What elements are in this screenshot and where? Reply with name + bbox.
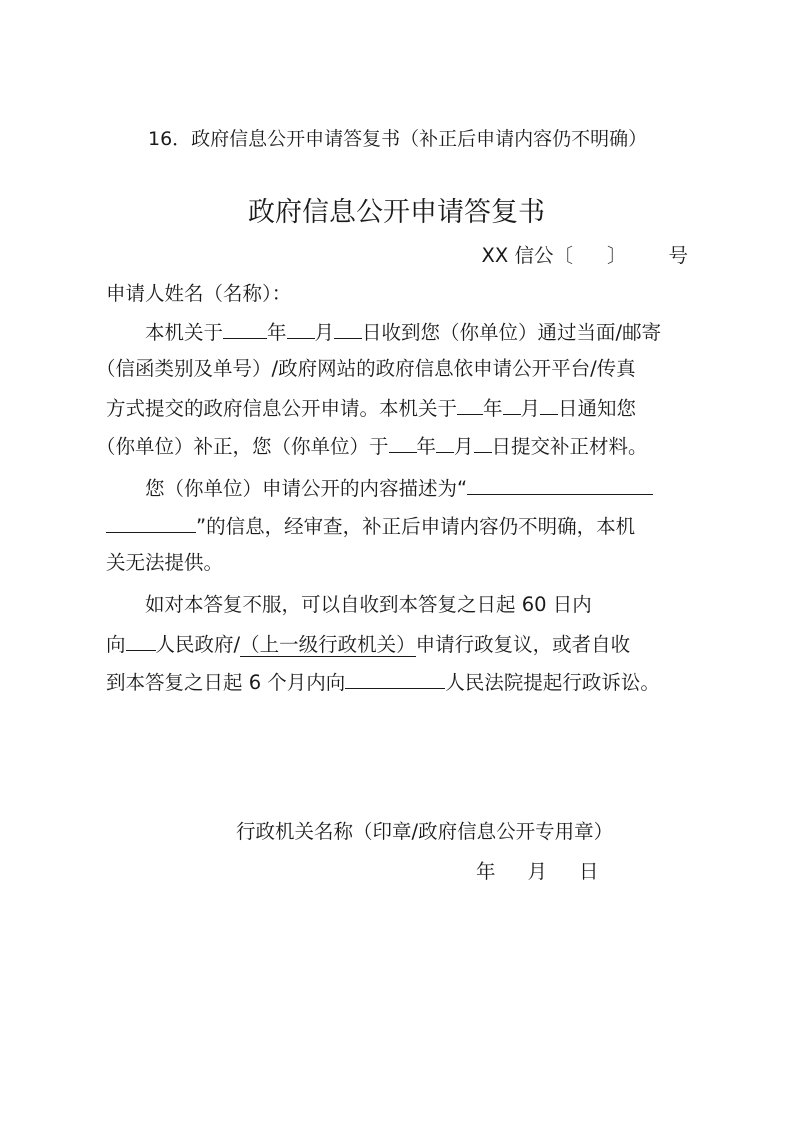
p2-text-a: 您（你单位）申请公开的内容描述为“ [145,477,468,500]
paragraph-1-line-2: （信函类别及单号）/政府网站的政府信息依申请公开平台/传真 [96,357,636,380]
blank-month-notified [503,394,521,415]
p3-text-c1: 到本答复之日起 6 个月内向 [106,671,346,694]
signature-date [476,859,599,885]
blank-content-description [467,474,653,495]
agency-signature: 行政机关名称（印章/政府信息公开专用章） [236,820,614,843]
p1-text-month: 月 [314,321,335,344]
date-day: 日 [579,860,599,883]
date-month: 月 [527,860,548,883]
p1-line4-month: 月 [454,435,474,458]
paragraph-1-line-4 [96,432,648,460]
document-number [482,243,688,269]
blank-month-submitted [436,432,454,453]
blank-day-notified [540,394,558,415]
paragraph-2-line-1 [145,474,653,502]
paragraph-2-line-2 [106,512,635,540]
paragraph-3-line-1: 如对本答复不服，可以自收到本答复之日起 60 日内 [145,593,592,616]
blank-people-government [126,630,156,651]
p1-line3-year: 年 [483,397,503,420]
blank-year-notified [457,394,483,415]
p1-text-d: 日收到您（你单位）通过当面/邮寄 [362,321,662,344]
doc-number-prefix: XX 信公〔 [481,244,573,267]
blank-month-received [287,318,315,339]
document-title: 政府信息公开申请答复书 [248,197,545,228]
p3-text-c2: 人民法院提起行政诉讼。 [445,671,660,694]
paragraph-2-line-3: 关无法提供。 [106,551,224,574]
doc-number-middle: 〕 [606,244,627,267]
p1-line4-year: 年 [416,435,437,458]
paragraph-1-line-3 [106,394,636,422]
p3-text-superior-agency: （上一级行政机关） [240,633,416,656]
p1-line4-text-a: （你单位）补正，您（你单位）于 [96,435,389,458]
blank-people-court [345,668,445,689]
p3-text-government: 人民政府/ [155,633,241,656]
p3-text-review: 申请行政复议，或者自收 [415,633,631,656]
blank-day-received [334,318,362,339]
blank-year-submitted [389,432,417,453]
p1-line3-text-a: 方式提交的政府信息公开申请。本机关于 [106,397,458,420]
date-year: 年 [476,860,496,883]
p3-text-to: 向 [106,633,126,656]
p1-line3-text-d: 日通知您 [558,397,637,420]
paragraph-3-line-2 [106,630,630,658]
p1-line3-month: 月 [520,397,541,420]
document-index-heading: 16．政府信息公开申请答复书（补正后申请内容仍不明确） [148,128,648,150]
p1-text-a: 本机关于 [145,321,224,344]
blank-day-submitted [474,432,492,453]
doc-number-suffix: 号 [668,244,688,267]
p1-line4-text-d: 日提交补正材料。 [491,435,648,458]
p1-text-year: 年 [267,321,287,344]
p2-text-b: ”的信息，经审查，补正后申请内容仍不明确，本机 [196,515,636,538]
paragraph-1-line-1 [145,318,661,346]
blank-content-description-cont [106,512,196,533]
paragraph-3-line-3 [106,668,660,696]
salutation: 申请人姓名（名称）： [106,282,292,305]
blank-year-received [223,318,267,339]
